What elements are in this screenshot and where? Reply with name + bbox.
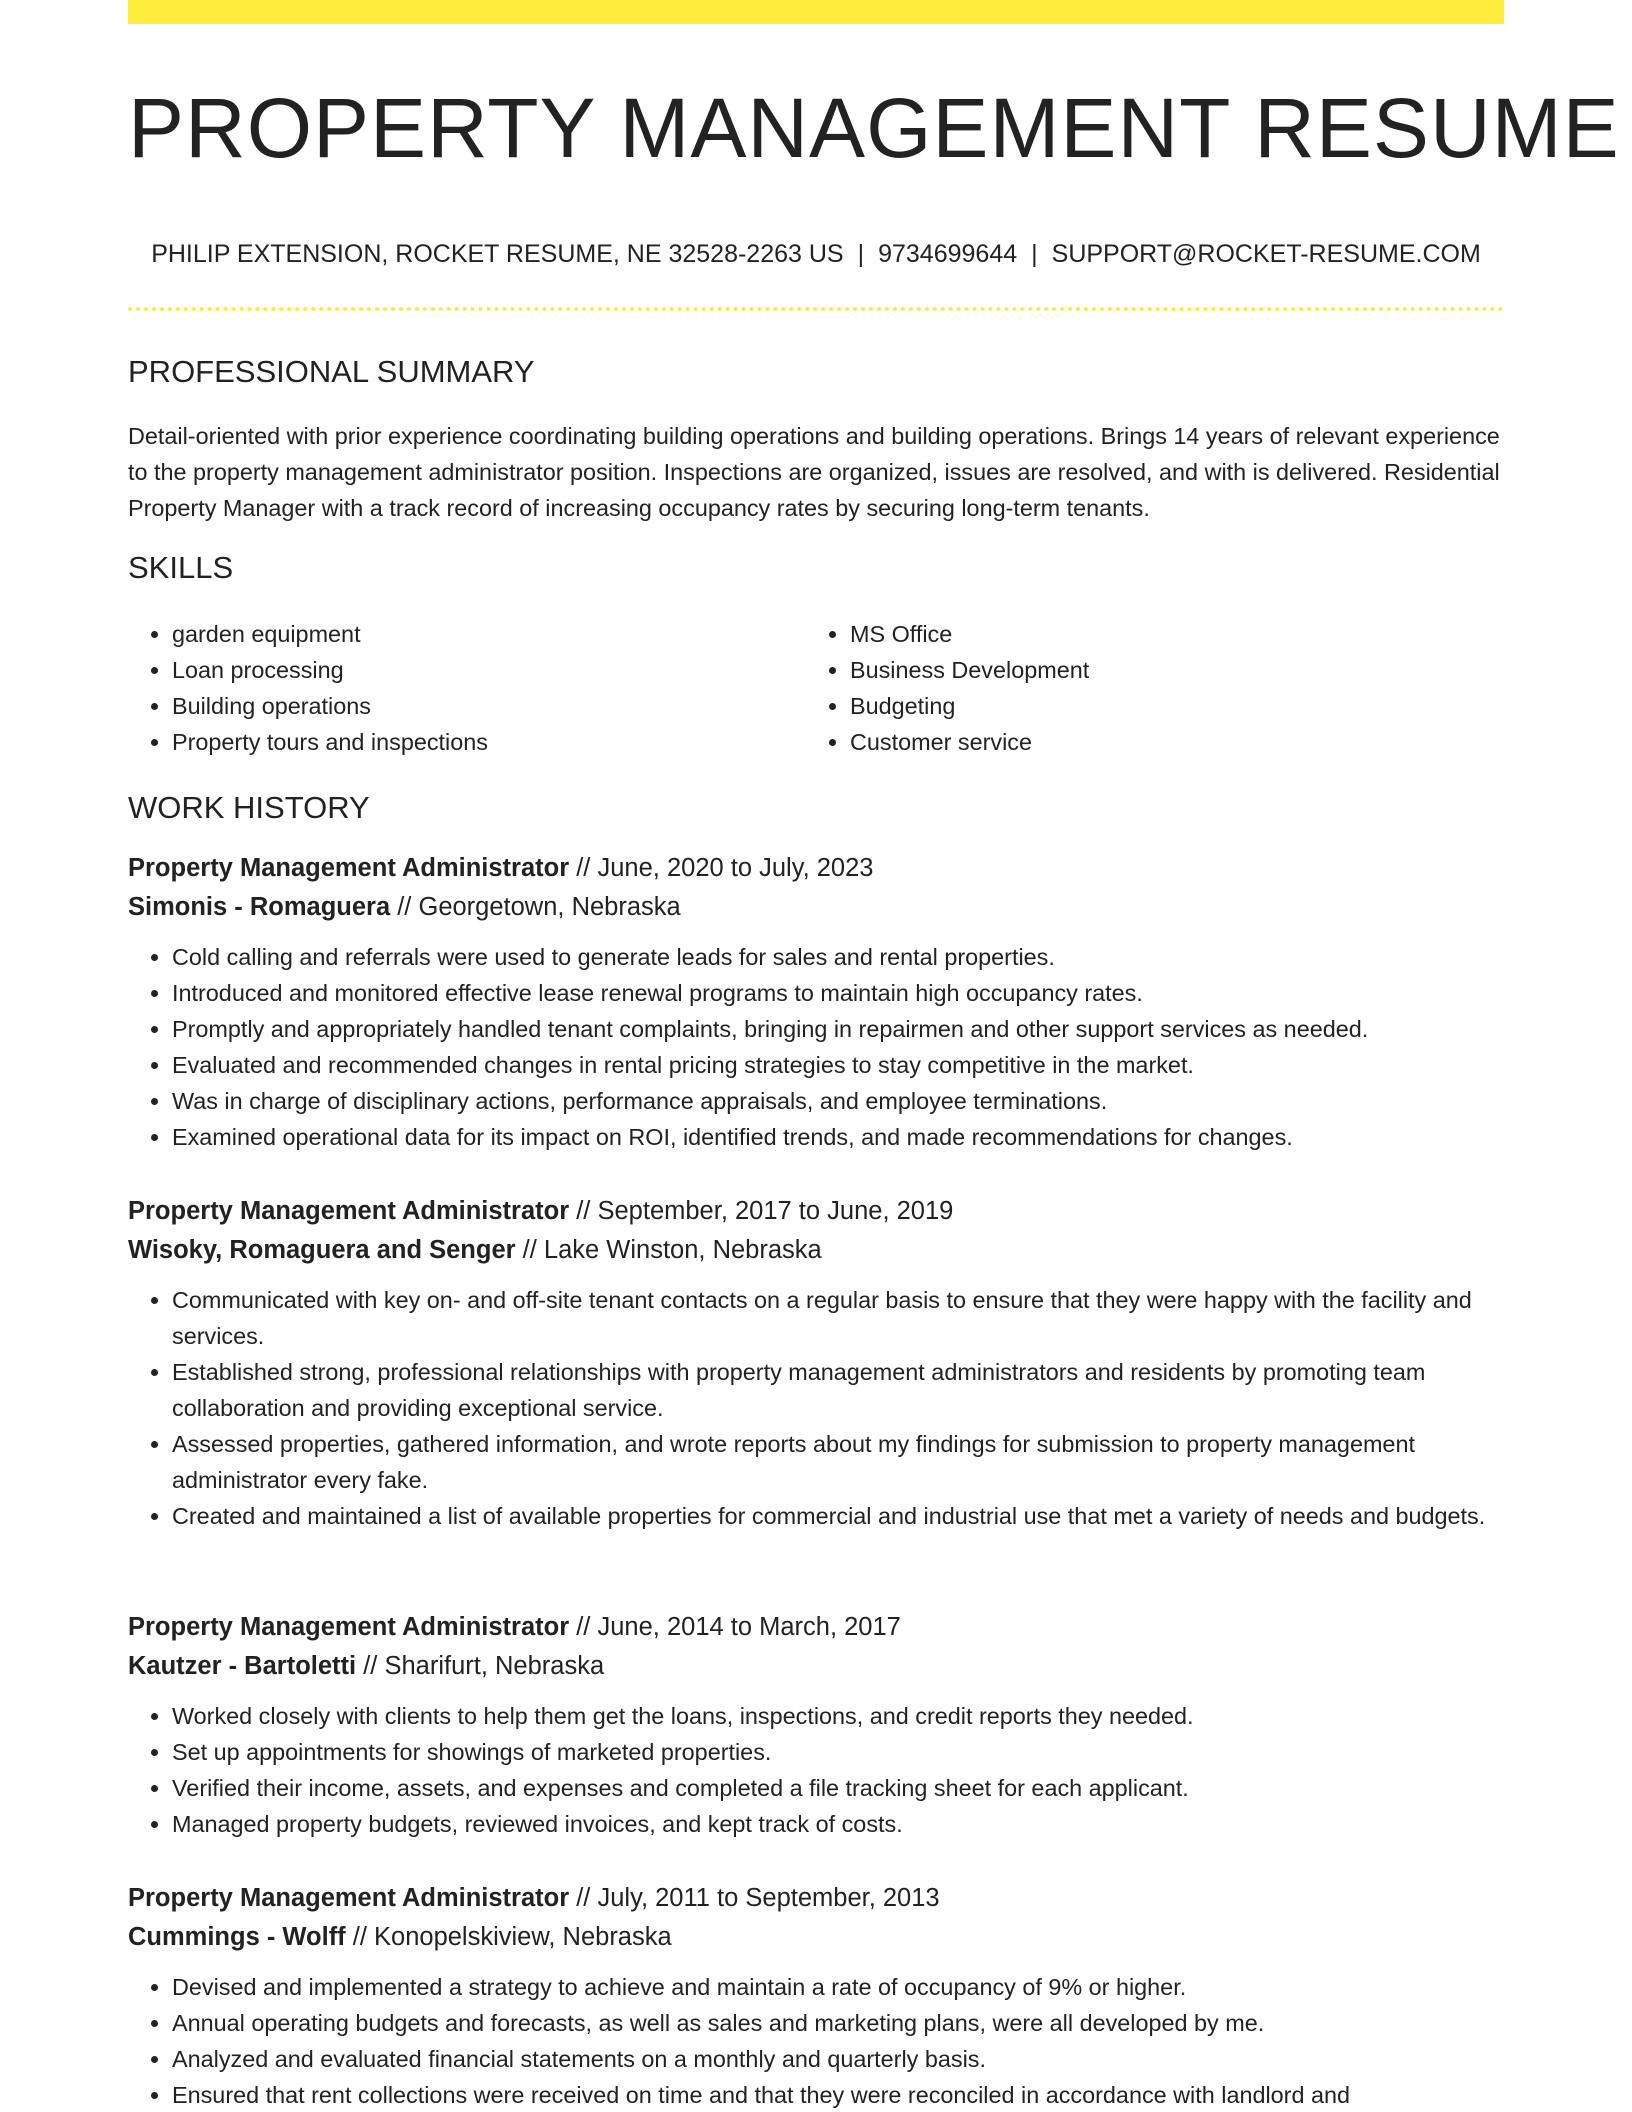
skill-item: • Building operations	[172, 688, 788, 724]
summary-text: Detail-oriented with prior experience coordinating building operations and building operations. Brings 14 years of relevant experience to the property management administrator position. Inspections are organized, issues are resolved, and with is delivered. Residential Property Manager with a track record of increasing occupancy rates by securing long-term tenants.	[128, 423, 1500, 521]
job-bullets	[128, 1969, 1504, 2112]
skill-item: • MS Office	[850, 616, 1466, 652]
skills-list-left	[128, 616, 788, 760]
job-bullet: • Evaluated and recommended changes in rental pricing strategies to stay competitive in the market.	[172, 1047, 1504, 1083]
contact-line	[128, 236, 1504, 272]
job-company: Wisoky, Romaguera and Senger	[128, 1236, 516, 1264]
job-location: Georgetown, Nebraska	[418, 893, 681, 921]
job-bullet: • Assessed properties, gathered information, and wrote reports about my findings for submission to property management administrator every fake.	[172, 1426, 1504, 1498]
job-dates: September, 2017 to June, 2019	[597, 1197, 954, 1225]
skill-item: • Loan processing	[172, 652, 788, 688]
job-title: Property Management Administrator	[128, 1613, 570, 1641]
job-separator: //	[569, 1884, 598, 1912]
job-company: Cummings - Wolff	[128, 1923, 346, 1951]
top-accent-bar	[128, 0, 1504, 24]
job-bullets	[128, 1282, 1504, 1534]
job-bullet: • Worked closely with clients to help them get the loans, inspections, and credit reports they needed.	[172, 1698, 1504, 1734]
job-entry	[128, 1879, 1504, 2112]
job-bullet: • Set up appointments for showings of marketed properties.	[172, 1734, 1504, 1770]
contact-email: SUPPORT@ROCKET-RESUME.COM	[1051, 240, 1481, 268]
job-separator: //	[515, 1236, 544, 1264]
job-bullet: • Analyzed and evaluated financial statements on a monthly and quarterly basis.	[172, 2041, 1504, 2077]
job-dates: June, 2014 to March, 2017	[597, 1613, 901, 1641]
job-bullets	[128, 1698, 1504, 1842]
contact-address: PHILIP EXTENSION, ROCKET RESUME, NE 32528-2263 US	[151, 240, 844, 268]
job-location: Sharifurt, Nebraska	[384, 1652, 605, 1680]
contact-separator: |	[1031, 240, 1038, 268]
job-dates: June, 2020 to July, 2023	[597, 854, 874, 882]
job-location: Konopelskiview, Nebraska	[374, 1923, 672, 1951]
work-history-heading: WORK HISTORY	[128, 790, 370, 825]
job-entry	[128, 1608, 1504, 1842]
job-bullet: • Promptly and appropriately handled tenant complaints, bringing in repairmen and other support services as needed.	[172, 1011, 1504, 1047]
job-bullet: • Was in charge of disciplinary actions, performance appraisals, and employee terminations.	[172, 1083, 1504, 1119]
dotted-divider	[128, 307, 1504, 311]
job-separator: //	[390, 893, 419, 921]
job-company: Kautzer - Bartoletti	[128, 1652, 357, 1680]
job-separator: //	[345, 1923, 375, 1951]
skill-item: • Business Development	[850, 652, 1466, 688]
job-title-line	[128, 849, 1504, 888]
skill-item: • garden equipment	[172, 616, 788, 652]
job-separator: //	[569, 1613, 598, 1641]
skill-item: • Budgeting	[850, 688, 1466, 724]
job-title-line	[128, 1192, 1504, 1231]
resume-page	[128, 0, 1620, 2112]
job-bullet: • Ensured that rent collections were received on time and that they were reconciled in accordance with landlord and	[172, 2077, 1504, 2112]
resume-title: PROPERTY MANAGEMENT RESUME	[128, 81, 1620, 175]
job-bullet: • Established strong, professional relationships with property management administrators and residents by promoting team collaboration and providing exceptional service.	[172, 1354, 1504, 1426]
skills-list-right	[806, 616, 1466, 760]
job-dates: July, 2011 to September, 2013	[597, 1884, 940, 1912]
skill-item: • Property tours and inspections	[172, 724, 788, 760]
job-separator: //	[569, 854, 598, 882]
job-company-line	[128, 888, 1504, 927]
job-title-line	[128, 1879, 1504, 1918]
job-bullet: • Introduced and monitored effective lease renewal programs to maintain high occupancy rates.	[172, 975, 1504, 1011]
job-company: Simonis - Romaguera	[128, 893, 391, 921]
contact-phone: 9734699644	[878, 240, 1018, 268]
job-entry	[128, 849, 1504, 1155]
skills-right-column	[806, 616, 1466, 760]
skill-item: • Customer service	[850, 724, 1466, 760]
job-bullet: • Examined operational data for its impact on ROI, identified trends, and made recommendations for changes.	[172, 1119, 1504, 1155]
job-entry	[128, 1192, 1504, 1534]
job-bullet: • Verified their income, assets, and expenses and completed a file tracking sheet for each applicant.	[172, 1770, 1504, 1806]
job-company-line	[128, 1647, 1504, 1686]
job-company-line	[128, 1231, 1504, 1270]
job-location: Lake Winston, Nebraska	[543, 1236, 822, 1264]
job-company-line	[128, 1918, 1504, 1957]
job-bullet: • Created and maintained a list of available properties for commercial and industrial use that met a variety of needs and budgets.	[172, 1498, 1504, 1534]
job-bullet: • Annual operating budgets and forecasts, as well as sales and marketing plans, were all developed by me.	[172, 2005, 1504, 2041]
job-bullet: • Managed property budgets, reviewed invoices, and kept track of costs.	[172, 1806, 1504, 1842]
job-bullet: • Cold calling and referrals were used to generate leads for sales and rental properties.	[172, 939, 1504, 975]
job-bullet: • Communicated with key on- and off-site tenant contacts on a regular basis to ensure that they were happy with the facility and services.	[172, 1282, 1504, 1354]
skills-left-column	[128, 616, 788, 760]
contact-separator: |	[857, 240, 865, 268]
job-separator: //	[356, 1652, 385, 1680]
summary-heading: PROFESSIONAL SUMMARY	[128, 354, 535, 389]
job-bullets	[128, 939, 1504, 1155]
job-separator: //	[569, 1197, 598, 1225]
job-bullet: • Devised and implemented a strategy to achieve and maintain a rate of occupancy of 9% or higher.	[172, 1969, 1504, 2005]
job-title-line	[128, 1608, 1504, 1647]
job-title: Property Management Administrator	[128, 854, 570, 882]
job-title: Property Management Administrator	[128, 1884, 570, 1912]
skills-heading: SKILLS	[128, 550, 234, 585]
job-title: Property Management Administrator	[128, 1197, 570, 1225]
